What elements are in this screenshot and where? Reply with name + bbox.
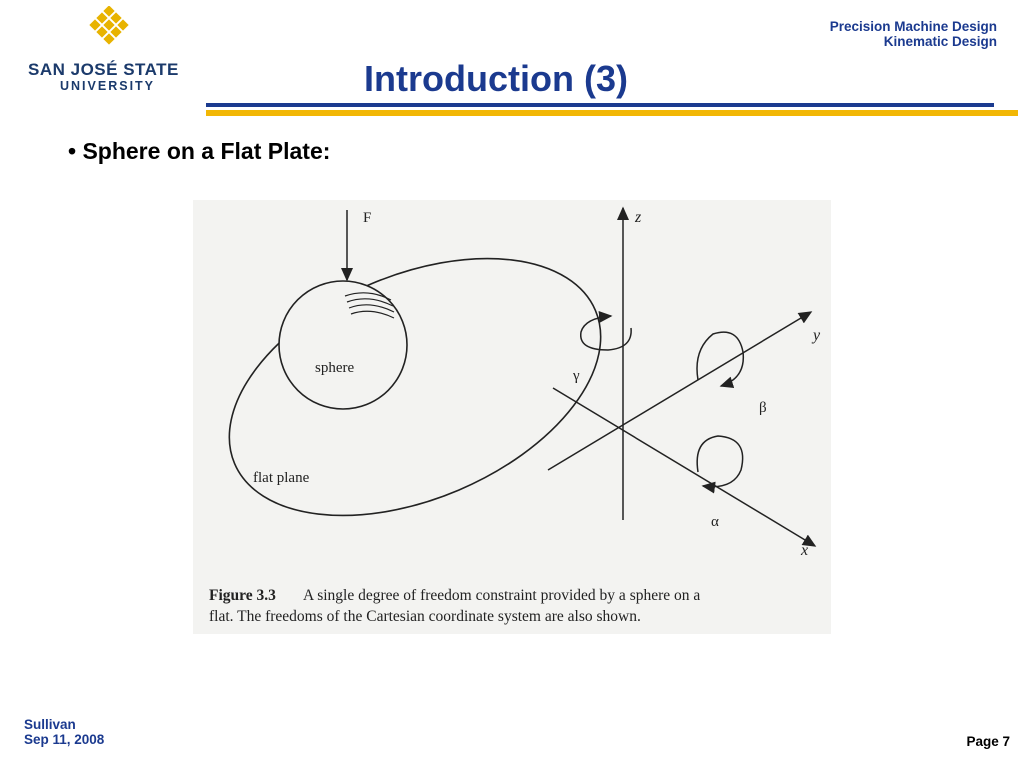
caption-line2: flat. The freedoms of the Cartesian coordinate system are also shown. <box>209 608 641 625</box>
course-title: Precision Machine Design <box>829 19 997 34</box>
university-name <box>28 60 188 93</box>
title-rule-blue <box>206 103 994 107</box>
title-rule-gold <box>206 110 1018 116</box>
label-flat-plane: flat plane <box>253 470 310 486</box>
bullet-item <box>68 138 330 165</box>
university-logo-icon <box>84 6 134 52</box>
university-name-line2: UNIVERSITY <box>60 79 156 93</box>
label-sphere: sphere <box>315 360 355 376</box>
axis-x-line <box>553 388 815 546</box>
label-axis-z: z <box>635 209 642 226</box>
label-alpha: α <box>711 514 719 530</box>
flat-plane-shape <box>193 207 639 566</box>
label-axis-x: x <box>801 542 809 559</box>
sphere-shape <box>279 281 407 409</box>
slide-title: Introduction (3) <box>364 58 628 99</box>
label-gamma: γ <box>573 368 580 384</box>
axis-y-line <box>548 312 811 470</box>
label-force: F <box>363 210 372 226</box>
university-name-line1: SAN JOSÉ STATE <box>28 60 179 79</box>
bullet-text: Sphere on a Flat Plate: <box>82 138 331 164</box>
rotation-beta-arrow <box>697 332 743 386</box>
page-number: Page 7 <box>966 734 1010 749</box>
caption-number: Figure 3.3 <box>209 587 276 604</box>
course-topic: Kinematic Design <box>883 34 997 49</box>
footer-author: Sullivan <box>24 717 76 732</box>
course-header <box>830 19 997 49</box>
bullet-glyph: • <box>68 138 83 164</box>
footer-date: Sep 11, 2008 <box>24 732 105 747</box>
label-beta: β <box>759 400 767 416</box>
figure-sphere-on-plate <box>193 200 831 634</box>
label-axis-y: y <box>813 327 821 344</box>
caption-line1: A single degree of freedom constraint provided by a sphere on a <box>303 587 701 604</box>
footer-author-date <box>24 717 104 747</box>
